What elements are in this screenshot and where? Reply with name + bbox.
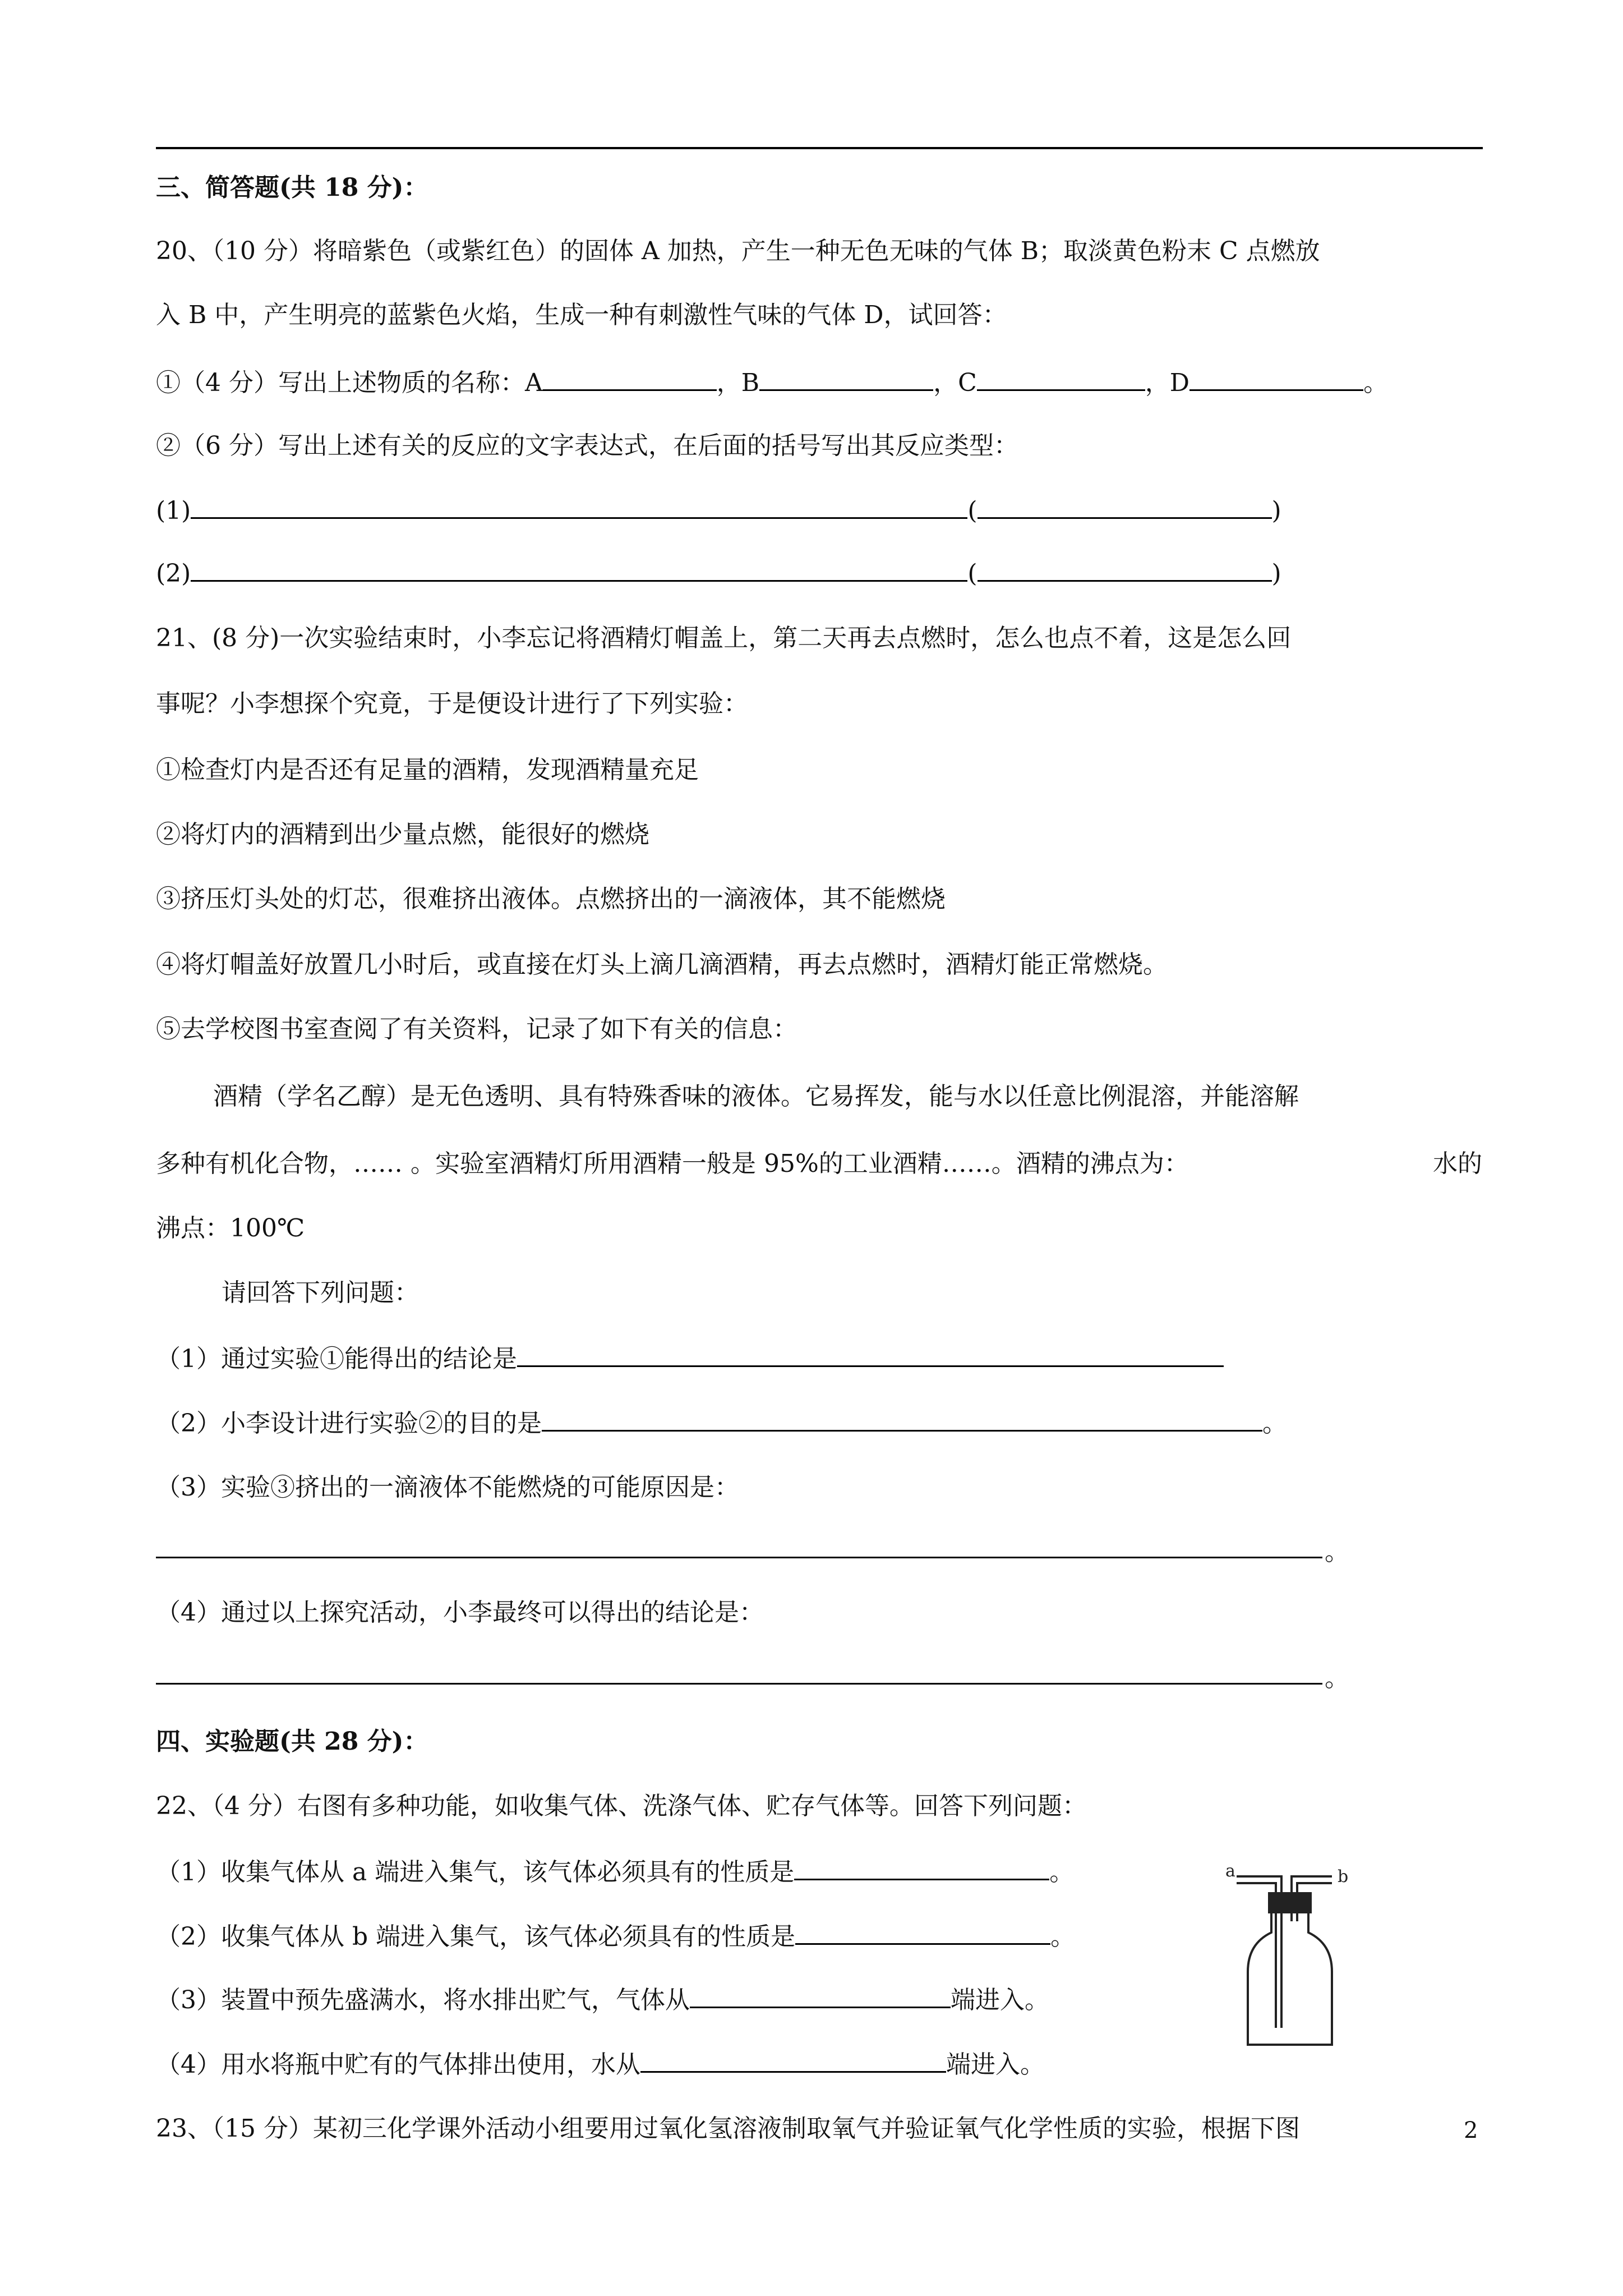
equation-blank-1[interactable] xyxy=(191,493,967,519)
info-text: 水的 xyxy=(1433,1149,1482,1178)
answer-blank-22-2[interactable] xyxy=(795,1918,1050,1945)
q21-step: ③挤压灯头处的灯芯，很难挤出液体。点燃挤出的一滴液体，其不能燃烧 xyxy=(156,885,946,913)
q21-sub-2: （2）小李设计进行实验②的目的是 。 xyxy=(156,1405,1287,1441)
equation-blank-2[interactable] xyxy=(191,555,967,582)
q22-text: 22、（4 分）右图有多种功能，如收集气体、洗涤气体、贮存气体等。回答下列问题： xyxy=(156,1792,1087,1820)
answer-blank-21-4[interactable] xyxy=(156,1683,1322,1685)
q22-sub-2: （2）收集气体从 b 端进入集气，该气体必须具有的性质是 。 xyxy=(156,1918,1075,1954)
equation-row-1: (1) ( ) xyxy=(156,493,1281,528)
answer-blank-21-2[interactable] xyxy=(542,1405,1262,1432)
q21-sub-3: （3）实验③挤出的一滴液体不能燃烧的可能原因是： xyxy=(156,1473,739,1502)
q21-sub-1: （1）通过实验①能得出的结论是 xyxy=(156,1341,1224,1376)
equation-row-2: (2) ( ) xyxy=(156,555,1281,591)
reaction-type-blank-1[interactable] xyxy=(978,493,1272,519)
answer-blank-c[interactable] xyxy=(977,365,1145,391)
q21-text: 21、(8 分)一次实验结束时，小李忘记将酒精灯帽盖上，第二天再去点燃时，怎么也点不着，这是怎么回 xyxy=(156,624,1292,652)
label-b: b xyxy=(1338,1867,1349,1887)
bottle-body xyxy=(1248,1912,1332,2045)
answer-blank-21-3[interactable] xyxy=(156,1557,1322,1558)
answer-blank-d[interactable] xyxy=(1189,365,1363,391)
label-a: a xyxy=(1225,1861,1235,1881)
section-heading: 四、实验题(共 28 分)： xyxy=(156,1727,428,1756)
answer-blank-22-1[interactable] xyxy=(794,1854,1049,1880)
q21-step: ②将灯内的酒精到出少量点燃，能很好的燃烧 xyxy=(156,820,649,849)
answer-blank-22-3[interactable] xyxy=(690,1982,951,2008)
q22-sub-3: （3）装置中预先盛满水，将水排出贮气，气体从 端进入。 xyxy=(156,1982,1049,2017)
page-number: 2 xyxy=(1464,2118,1478,2143)
answer-blank-b[interactable] xyxy=(759,365,933,391)
q21-sub-4: （4）通过以上探究活动，小李最终可以得出的结论是： xyxy=(156,1598,764,1627)
reaction-type-blank-2[interactable] xyxy=(978,555,1272,582)
section-heading: 三、简答题(共 18 分)： xyxy=(156,173,428,202)
q22-sub-1: （1）收集气体从 a 端进入集气，该气体必须具有的性质是 。 xyxy=(156,1854,1074,1889)
gas-bottle-diagram xyxy=(1225,1860,1382,2050)
header-rule xyxy=(156,147,1483,149)
q21-step: ①检查灯内是否还有足量的酒精，发现酒精量充足 xyxy=(156,756,699,784)
q22-sub-4: （4）用水将瓶中贮有的气体排出使用，水从 端进入。 xyxy=(156,2046,1045,2082)
info-text: 多种有机化合物，…… 。实验室酒精灯所用酒精一般是 95%的工业酒精……。酒精的沸点为： xyxy=(156,1149,1189,1178)
answer-blank-a[interactable] xyxy=(543,365,717,391)
q20-part2: ②（6 分）写出上述有关的反应的文字表达式，在后面的括号写出其反应类型： xyxy=(156,431,1018,460)
period: 。 xyxy=(1325,1538,1349,1566)
info-text: 酒精（学名乙醇）是无色透明、具有特殊香味的液体。它易挥发，能与水以任意比例混溶，并能溶解 xyxy=(213,1082,1299,1111)
q21-text: 事呢？小李想探个究竟，于是便设计进行了下列实验： xyxy=(156,689,748,718)
answer-blank-21-1[interactable] xyxy=(517,1341,1224,1367)
q23-text: 23、（15 分）某初三化学课外活动小组要用过氧化氢溶液制取氧气并验证氧气化学性质的实验，根据下图 xyxy=(156,2114,1300,2143)
prompt-text: 请回答下列问题： xyxy=(222,1278,419,1307)
q20-text: 20、（10 分）将暗紫色（或紫红色）的固体 A 加热，产生一种无色无味的气体 B；取淡黄色粉末 C 点燃放 xyxy=(156,237,1320,265)
answer-blank-22-4[interactable] xyxy=(640,2046,946,2073)
period: 。 xyxy=(1325,1664,1349,1692)
q20-part1: ①（4 分）写出上述物质的名称：A ，B ，C ，D 。 xyxy=(156,365,1388,400)
q21-step: ④将灯帽盖好放置几小时后，或直接在灯头上滴几滴酒精，再去点燃时，酒精灯能正常燃烧。 xyxy=(156,950,1168,979)
q21-step: ⑤去学校图书室查阅了有关资料，记录了如下有关的信息： xyxy=(156,1015,797,1043)
q20-text: 入 B 中，产生明亮的蓝紫色火焰，生成一种有刺激性气味的气体 D，试回答： xyxy=(156,301,1007,329)
info-text: 沸点：100℃ xyxy=(156,1214,305,1243)
